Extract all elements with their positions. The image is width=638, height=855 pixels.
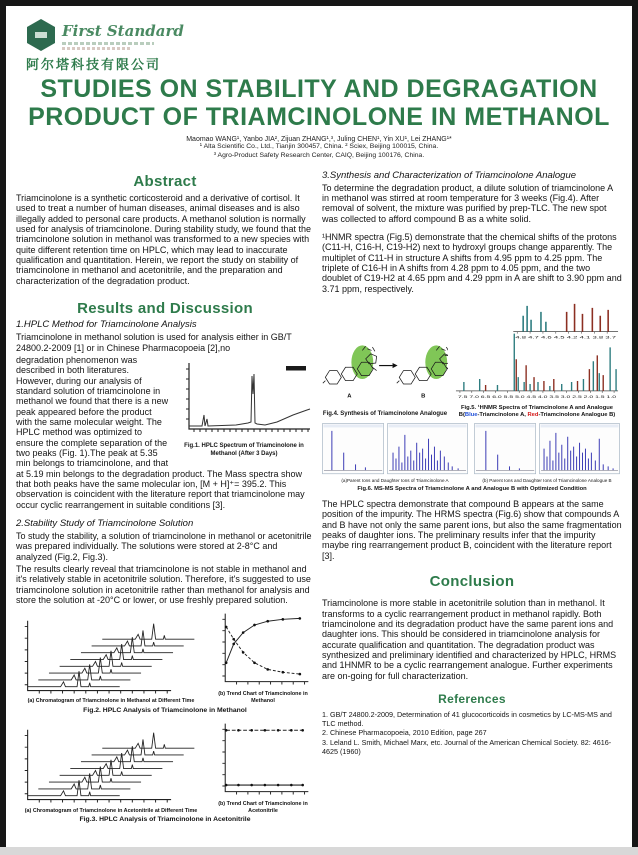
fig4-structure-a [323, 345, 377, 399]
authors-line: Maomao WANG¹, Yanbo JIA², Zijuan ZHANG¹,³, Juling CHEN¹, Yin XU¹, Lei ZHANG¹* [186, 136, 452, 143]
conclusion-heading: Conclusion [429, 572, 515, 590]
fig1-signal-label [286, 366, 306, 371]
figure-4-5-row [322, 298, 622, 419]
fig2a-subcaption: (a) Chromatogram of Triamcinolone in Methanol at Different Time [27, 698, 195, 705]
logo-subtitle-smudge [62, 42, 154, 45]
figure-6 [322, 423, 622, 484]
fig3b-trend-chart [212, 718, 314, 801]
fig5-inset-axis-labels: 4.8 4.7 4.6 4.5 4.2 4.1 3.8 3.7 [515, 335, 617, 340]
fig4-arrow [379, 363, 397, 368]
fig5-caption-mid: -Triamcinolone A, [477, 411, 528, 418]
fig6-caption: Fig.6. MS-MS Spectra of Triamcinolone A and Analogue B with Optimized Condition [357, 486, 587, 493]
section2-p1: To study the stability, a solution of triamcinolone in methanol or acetonitrile was prepared individually. The solutions were stored at 2-8°C and analyzed (Fig.2, Fig.3). [16, 530, 312, 562]
poster-title-line1: STUDIES ON STABILITY AND DEGRAGATION [40, 75, 598, 103]
fig3a-block [16, 722, 206, 814]
section1-heading: 1.HPLC Method for Triamcinolone Analysis [16, 319, 197, 331]
section1-text: degradation phenomenon was described in both literatures. However, during our analysis of standard solution of triamcinolone in methanol we found that there is a new peak appeared before the product with the same molecular weight. The HPLC method was optimized to ensure the complete separation of the two peaks (Fig. 1).The peak at 5.35 min belongs to triamcinolone, and that at 5.19 min belongs to the degradation product. The Mass spectra show that both peaks have the same molecular ion, [M + H]⁺= 395.2. This observation is coincident with the literature report that triamcinolone may occur cyclic rearrangement in suitable conditions [3]. [16, 354, 305, 510]
abstract-text: Triamcinolone is a synthetic corticosteroid and a derivative of cortisol. It used to treat a number of human diseases, animal diseases and is also illegally added to personal care products. A methanol solution is normally used for analysis of triamcinolone. During stability study, we found that the triamcinolone solution in methanol was transformed to a new species with quite different retention time on HPLC, which may lead to inaccurate qualification and quantitation. Herein, we report the study on stability of triamcinolone in methanol and acetonitrile, and the preparation and characterization of the degradation product. [16, 192, 311, 286]
section1-body [16, 355, 314, 510]
section3-p3: The HPLC spectra demonstrate that compound B appears at the same position of the impurity. The HRMS spectra (Fig.6) show that compounds A and B have not only the same parent ions, but also the same fragmentation peaks of daughter ions. The preliminary results infer that the impurity maybe ring rearrangement product B, coincident with the literature report [3]. [322, 498, 622, 561]
fig3-caption: Fig.3. HPLC Analysis of Triamcinolone in Acetonitrile [79, 816, 251, 824]
bottom-strip [0, 847, 638, 855]
fig5-main-axis-labels: 7.5 7.0 6.5 6.0 5.5 5.0 4.5 4.0 3.5 3.0 2.5 2.0 1.5 1.0 [457, 394, 617, 399]
fig2-caption: Fig.2. HPLC Analysis of Triamcinolone in Methanol [83, 706, 247, 714]
logo-hexagon-icon [26, 18, 56, 52]
section2-heading: 2.Stability Study of Triamcinolone Solution [16, 518, 194, 530]
fig2b-markers [225, 617, 301, 675]
fig6a-block [322, 423, 468, 484]
poster [6, 6, 632, 847]
fig3a-waterfall-chromatogram [16, 722, 206, 807]
fig2a-waterfall-chromatogram [16, 613, 206, 698]
fig5-caption-pre: Fig.5. ¹HNMR Spectra of Triamcinolone A and Analogue B( [458, 404, 614, 418]
logo [26, 18, 184, 52]
fig4-label-a: A [347, 393, 352, 400]
fig5-caption [452, 405, 622, 419]
fig6b-block [474, 423, 620, 484]
logo-company-name-cn: 阿尔塔科技有限公司 [26, 58, 162, 73]
fig2b-falling-series [226, 627, 300, 674]
fig1-caption: Fig.1. HPLC Spectrum of Triamcinolone in Methanol (After 3 Days) [184, 442, 304, 457]
fig6b-subcaption: (b) Parent Ions and Daughter Ions of Triamcinolone Analogue B [482, 478, 612, 484]
fig5-caption-post: -Triamcinolone Analogue B) [538, 411, 616, 418]
fig2b-subcaption: (b) Trend Chart of Triamcinolone in Methanol [218, 691, 308, 705]
right-column [322, 169, 622, 827]
fig5-inset-teal-peaks [523, 306, 546, 332]
fig2b-rising-series [226, 619, 300, 663]
references-heading: References [438, 691, 506, 706]
fig6a-subcaption: (a)Parent Ions and Daughter Ions of Triamcinolone A [341, 478, 449, 484]
results-heading: Results and Discussion [77, 300, 253, 317]
reference-item: 1. GB/T 24800.2-2009, Determination of 41 glucocorticoids in cosmetics by LC-MS-MS and TLC method. [322, 709, 612, 729]
fig6b-ms-spectra [474, 423, 620, 478]
logo-text [62, 18, 184, 50]
fig4-caption: Fig.4. Synthesis of Triamcinolone Analogue [322, 411, 448, 418]
figure-3 [16, 718, 314, 815]
fig3b-subcaption: (b) Trend Chart of Triamcinolone in Acetonitrile [218, 800, 308, 814]
affiliation-line2: ³ Agro-Product Safety Research Center, CAIQ, Beijing 100176, China. [213, 151, 425, 159]
fig3a-traces [28, 733, 195, 796]
figure-4 [322, 337, 448, 420]
section1-intro: Triamcinolone in methanol solution is used for analysis either in GB/T 24800.2-2009 [1] or in Chinese Pharmacopoeia [2],no [16, 332, 292, 353]
section2-p2: The results clearly reveal that triamcinolone is not stable in methanol and it's relatively stable in acetonitrile solution. Therefore, it's suggested to use triamcinolone solution in acetonitrile rather than methanol for analysis and store the solution at -20°C or lower, or use freshly prepared solution. [16, 563, 311, 605]
fig5-main [456, 334, 618, 399]
fig4-synthesis-scheme [322, 337, 448, 406]
fig5-nmr-spectra [452, 298, 622, 405]
fig2b-axes [225, 614, 308, 682]
logo-brand-name: First Standard [62, 22, 184, 40]
reference-item: 2. Chinese Pharmacopoeia, 2010 Edition, page 267 [322, 728, 487, 738]
fig5-main-red-peaks [486, 355, 604, 391]
fig5-inset-red-peaks [567, 304, 609, 332]
section3-p2: ¹HNMR spectra (Fig.5) demonstrate that the chemical shifts of the protons (C11-H, C16-H, C19-H2) next to hydroxyl groups change apparently. The multiplet of C11-H in structure A shifts from 4.95 ppm to 4.25 ppm. The triplete of C16-H in A shifts from 4.28 ppm to 4.05 ppm, and the two doublet of C19-H2 at 4.65 ppm and 4.29 ppm in A are shift to 3.90 ppm and 3.71 ppm, respectively. [322, 231, 622, 294]
figure-2 [16, 608, 314, 705]
section3-heading: 3.Synthesis and Characterization of Triamcinolone Analogue [322, 169, 577, 181]
section3-p1: To determine the degradation product, a dilute solution of triamcinolone A in methanol was stirred at room temperature for 3 weeks (Fig.4). After removal of solvent, the mixture was purified by prep-TLC. The new spot was collected to afford compound B as a white solid. [322, 182, 613, 224]
fig3a-subcaption: (a) Chromatogram of Triamcinolone in Acetonitrile at Different Time [24, 807, 198, 814]
poster-title [6, 76, 632, 131]
fig5-caption-blue-word: Blue [464, 411, 478, 418]
fig3b-axes [225, 723, 308, 791]
figure-1 [174, 357, 314, 459]
fig2a-traces [28, 624, 195, 687]
fig5-caption-red-word: Red [527, 411, 539, 418]
fig5-inset [513, 304, 618, 340]
reference-item: 3. Leland L. Smith, Michael Marx, etc. Journal of the American Chemical Society. 82: 4616-4625 (1960) [322, 737, 612, 757]
abstract-heading: Abstract [133, 172, 197, 190]
references-list [322, 710, 622, 757]
fig2a-block [16, 613, 206, 705]
figure-5 [452, 298, 622, 419]
fig1-trace [189, 374, 310, 426]
left-column [16, 169, 314, 827]
affiliation-line1: ¹ Alta Scientific Co., Ltd., Tianjin 300457, China. ² Sciex, Beijing 100015, China. [199, 143, 439, 150]
fig2b-trend-chart [212, 608, 314, 691]
poster-body [6, 169, 632, 827]
fig3b-markers [225, 729, 304, 786]
fig2b-block [212, 608, 314, 705]
fig4-label-b: B [421, 393, 426, 400]
logo-subtitle-smudge-2 [62, 47, 132, 50]
fig5-main-teal-peaks [464, 334, 616, 391]
fig6a-ms-spectra [322, 423, 468, 478]
fig4-structure-b [397, 345, 448, 399]
conclusion-text: Triamcinolone is more stable in acetonitrile solution than in methanol. It transforms to a cyclic rearrangement product in methanol rapidly. Both triamcinolone and its degradation product have the same parent ions and daughter ions. This should be considered in triamcinolone analysis for accurate qualification and quantitation. The degradation product was synthesized and preliminary identified and characterized by HPLC, HRMS and 1HNMR to be a cyclic rearrangement analogue. Further experiments are on-going for full characterization. [322, 598, 617, 681]
fig1-hplc-chromatogram [174, 357, 314, 443]
fig3b-block [212, 718, 314, 815]
poster-title-line2: PRODUCT OF TRIAMCINOLONE IN METHANOL [28, 102, 610, 131]
